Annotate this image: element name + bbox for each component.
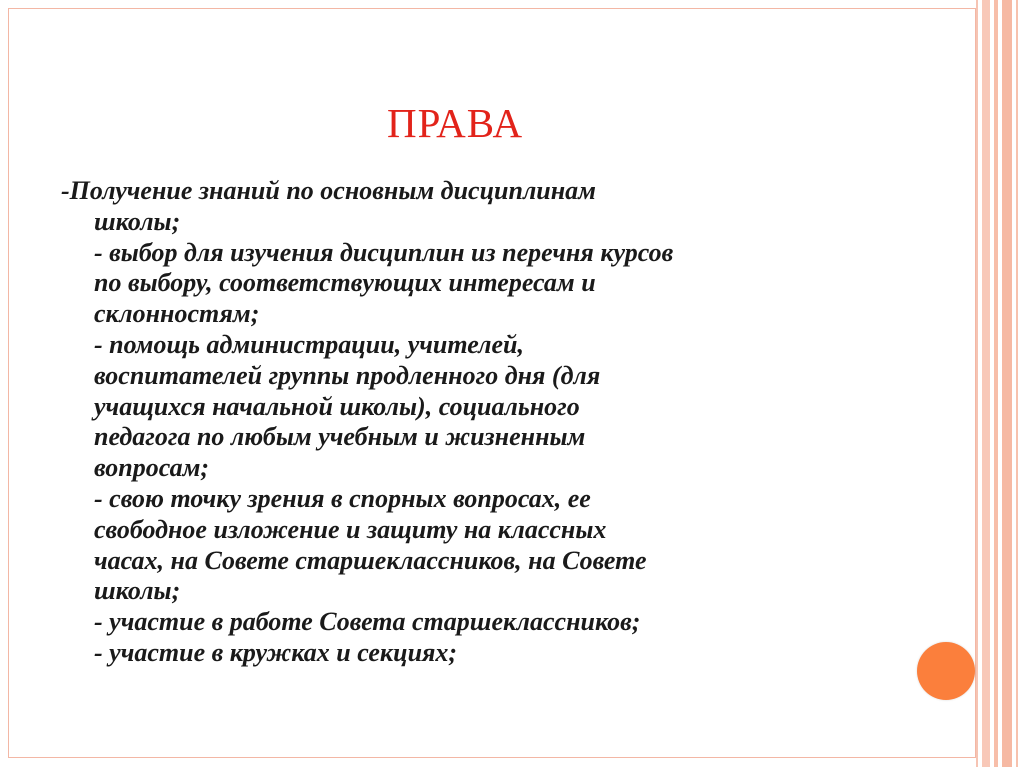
text-line: - выбор для изучения дисциплин из перечня курсов — [94, 237, 674, 267]
text-line: - участие в работе Совета старшеклассников; — [94, 607, 641, 637]
text-line: часах, на Совете старшеклассников, на Совете — [94, 545, 647, 575]
text-line: - свою точку зрения в спорных вопросах, ее — [94, 483, 591, 513]
text-line: - помощь администрации, учителей, — [94, 329, 524, 359]
text-line: учащихся начальной школы), социального — [94, 391, 580, 421]
text-line: по выбору, соответствующих интересам и — [94, 268, 596, 298]
text-line: воспитателей группы продленного дня (для — [94, 360, 601, 390]
decorative-stripes — [976, 0, 1024, 767]
stripe-4 — [1002, 0, 1012, 767]
text-line: свободное изложение и защиту на классных — [94, 514, 607, 544]
text-line: -Получение знаний по основным дисциплинам — [61, 176, 596, 205]
text-line: вопросам; — [94, 453, 210, 483]
stripe-2 — [982, 0, 990, 767]
rights-list — [61, 176, 921, 669]
text-line: - участие в кружках и секциях; — [94, 637, 458, 667]
text-line: школы; — [94, 206, 181, 236]
stripe-5 — [1016, 0, 1018, 767]
stripe-1 — [976, 0, 978, 767]
stripe-3 — [994, 0, 998, 767]
decorative-circle — [917, 642, 975, 700]
text-line: школы; — [94, 576, 181, 606]
text-line: склонностям; — [94, 299, 260, 329]
text-line: педагога по любым учебным и жизненным — [94, 422, 586, 452]
slide-title: ПРАВА — [387, 100, 524, 146]
